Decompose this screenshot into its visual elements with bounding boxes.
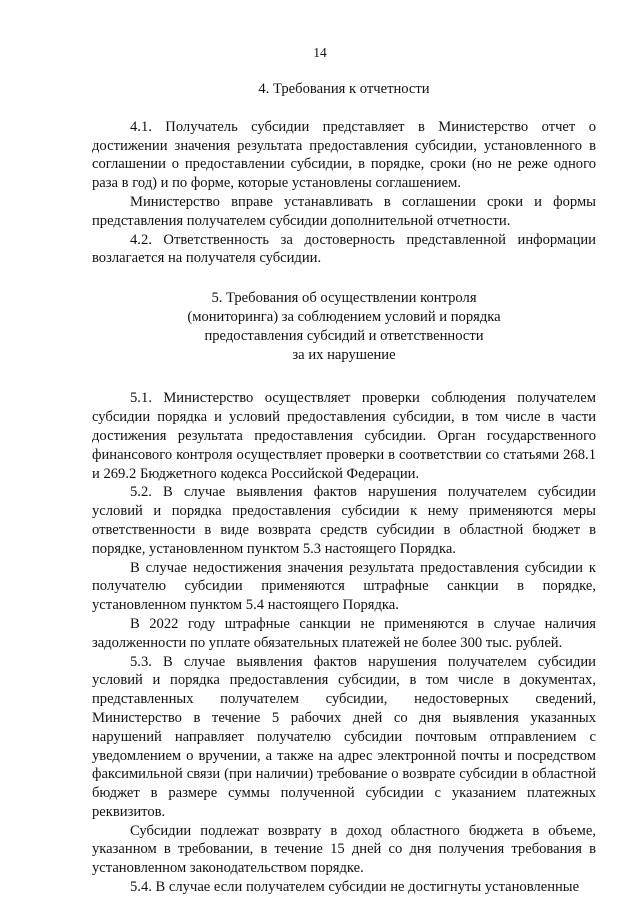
section-5-heading-line: 5. Требования об осуществлении контроля (211, 290, 477, 307)
paragraph-5-3: 5.3. В случае выявления фактов нарушения получателем субсидии условий и порядка предоставления субсидии, в том числе в документах, представленных получателем субсидии, недостоверных сведений, Министерство в течение 5 рабочих дней со дня выявления указанных нарушений направляет получателю субсидии почтовым отправлением с уведомлением о вручении, а также на адрес электронной почты и посредством факсимильной связи (при наличии) требование о возврате субсидии в областной бюджет в размере суммы полученной субсидии с указанием платежных реквизитов. (92, 653, 596, 820)
page-content (92, 80, 596, 897)
paragraph-5-2: 5.2. В случае выявления фактов нарушения получателем субсидии условий и порядка предоставления субсидии к нему применяются меры ответственности в виде возврата средств субсидии в областной бюджет в порядке, установленном пунктом 5.3 настоящего Порядка. (92, 484, 596, 557)
paragraph-5-4: 5.4. В случае если получателем субсидии не достигнуты установленные (130, 879, 580, 896)
paragraph-4-2: 4.2. Ответственность за достоверность представленной информации возлагается на получателя субсидии. (92, 231, 596, 267)
paragraph-4-1: 4.1. Получатель субсидии представляет в Министерство отчет о достижении значения результата предоставления субсидии, установленного в соглашении о предоставлении субсидии, в порядке, сроки (но не реже одного раза в год) и по форме, которые установлены соглашением. (92, 118, 596, 192)
section-5-heading-line: предоставления субсидий и ответственности (204, 327, 484, 344)
paragraph-5-1: 5.1. Министерство осуществляет проверки соблюдения получателем субсидии порядка и условий предоставления субсидии, в том числе в части достижения результата предоставления субсидии. Орган государственного финансового контроля осуществляет проверки в соответствии со статьями 268.1 и 269.2 Бюджетного кодекса Российской Федерации. (92, 390, 596, 482)
paragraph-5-3-return-terms: Субсидии подлежат возврату в доход областного бюджета в объеме, указанном в требовании, в течение 15 дней со дня получения требования в установленном законодательством порядке. (92, 822, 596, 877)
section-5-heading-line: (мониторинга) за соблюдением условий и порядка (187, 308, 501, 325)
paragraph-5-2-penalties: В случае недостижения значения результата предоставления субсидии к получателю субсидии применяются штрафные санкции в порядке, установленном пунктом 5.4 настоящего Порядка. (92, 559, 596, 614)
section-5-heading (92, 289, 596, 364)
paragraph-4-1-additional-reporting: Министерство вправе устанавливать в соглашении сроки и формы представления получателем субсидии дополнительной отчетности. (92, 193, 596, 229)
paragraph-5-2-2022-exception: В 2022 году штрафные санкции не применяются в случае наличия задолженности по уплате обязательных платежей не более 300 тыс. рублей. (92, 615, 596, 651)
section-4-heading: 4. Требования к отчетности (258, 81, 430, 97)
page-number: 14 (313, 45, 327, 60)
section-5-heading-line: за их нарушение (292, 346, 396, 363)
